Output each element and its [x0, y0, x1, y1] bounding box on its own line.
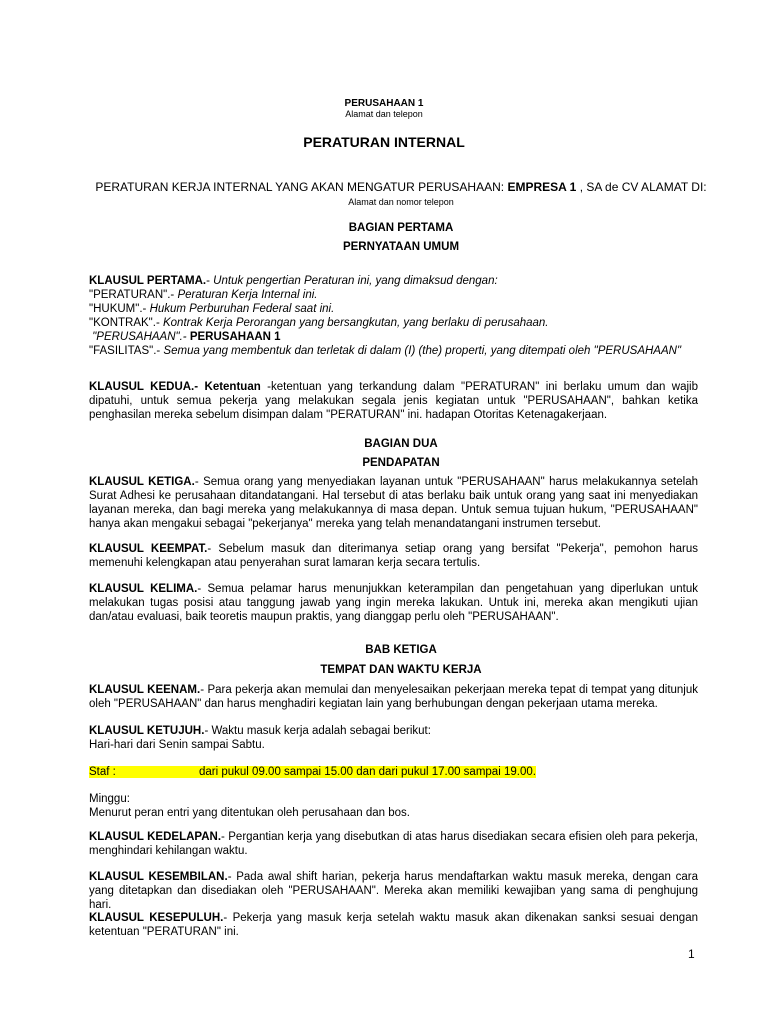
definition-item: "FASILITAS".- Semua yang membentuk dan terletak di dalam (I) (the) properti, yang ditempati oleh "PERUSAHAAN" — [89, 345, 682, 357]
document-title: PERATURAN INTERNAL — [303, 134, 465, 150]
clause-2 — [89, 380, 698, 422]
clause-4 — [89, 542, 698, 570]
clause-label: KLAUSUL KETUJUH. — [89, 725, 205, 737]
definition-item: "KONTRAK".- Kontrak Kerja Perorangan yang bersangkutan, yang berlaku di perusahaan. — [89, 317, 549, 329]
definition-item: "PERUSAHAAN".- PERUSAHAAN 1 — [92, 331, 281, 343]
clause-text: - Pergantian kerja yang disebutkan di atas harus disediakan secara efisien oleh para pekerja, menghindari kehilangan waktu. — [89, 831, 698, 857]
definition-item: "HUKUM".- Hukum Perburuhan Federal saat ini. — [89, 303, 335, 315]
staff-label: Staf : — [89, 766, 116, 778]
clause-8 — [89, 830, 698, 858]
section-heading-2: BAGIAN DUA — [364, 438, 438, 450]
clause-text: - Waktu masuk kerja adalah sebagai berikut: — [204, 725, 431, 737]
clause-text: - Pekerja yang masuk kerja setelah waktu masuk akan dikenakan sanksi sesuai dengan ketentuan "PERATURAN" ini. — [89, 912, 698, 938]
staff-hours-highlight — [89, 766, 536, 778]
clause-label: KLAUSUL KEDUA.- Ketentuan — [89, 381, 261, 393]
clause-1: KLAUSUL PERTAMA.- Untuk pengertian Peraturan ini, yang dimaksud dengan: "PERATURAN".- Peraturan Kerja Internal ini. "HUKUM".- Hukum Perburuhan Federal saat ini. "KONTRAK".- Kontrak Kerja Perorangan yang bersangkutan, yang berlaku di perusahaan. "PERUSAHAAN".- PERUSAHAAN 1 "FASILITAS".- Semua yang membentuk dan terletak di dalam (I) (the) properti, yang ditempati oleh "PERUSAHAAN" — [89, 274, 698, 358]
clause-label: KLAUSUL KEENAM. — [89, 684, 201, 696]
clause-label: KLAUSUL KESEMBILAN. — [89, 871, 228, 883]
section-heading-1: BAGIAN PERTAMA — [348, 222, 454, 234]
clause-label: KLAUSUL KESEPULUH. — [89, 912, 224, 924]
section-subheading-3: TEMPAT DAN WAKTU KERJA — [320, 664, 482, 676]
clause-label: KLAUSUL PERTAMA. — [89, 275, 207, 287]
staff-hours: dari pukul 09.00 sampai 15.00 dan dari pukul 17.00 sampai 19.00. — [199, 766, 536, 778]
clause-3 — [89, 475, 698, 531]
clause-text: -ketentuan yang terkandung dalam "PERATURAN" ini berlaku umum dan wajib dipatuhi, untuk semua pekerja yang melakukan segala jenis kegiatan untuk "PERUSAHAAN", bahkan ketika penghasilan mereka sebelum disimpan dalam "PERATURAN" ini. hadapan Otoritas Ketenagakerjaan. — [89, 381, 698, 421]
page-number: 1 — [688, 947, 695, 961]
sunday-label: Minggu: — [89, 793, 130, 805]
intro-text-after: , SA de CV ALAMAT DI: — [579, 180, 707, 194]
section-heading-3: BAB KETIGA — [365, 644, 437, 656]
clause-5 — [89, 582, 698, 624]
clause-text: - Pada awal shift harian, pekerja harus mendaftarkan waktu masuk mereka, dengan cara yang ditetapkan dan disediakan oleh "PERUSAHAAN". Mereka akan memiliki kewajiban yang sama di penghujung hari. — [89, 871, 698, 911]
clause-text: Untuk pengertian Peraturan ini, yang dimaksud dengan: — [213, 275, 498, 287]
clause-label: KLAUSUL KEDELAPAN. — [89, 831, 222, 843]
clause-6 — [89, 683, 698, 711]
sunday-text: Menurut peran entri yang ditentukan oleh perusahaan dan bos. — [89, 807, 410, 819]
clause-label: KLAUSUL KETIGA. — [89, 476, 195, 488]
intro-company: EMPRESA 1 — [507, 180, 577, 194]
intro-address: Alamat dan nomor telepon — [348, 197, 454, 207]
section-subheading-2: PENDAPATAN — [362, 457, 440, 469]
clause-text: - Para pekerja akan memulai dan menyelesaikan pekerjaan mereka tepat di tempat yang ditunjuk oleh "PERUSAHAAN" dan harus menghadiri kegiatan lain yang berhubungan dengan pekerjaan utama mereka. — [89, 684, 699, 710]
clause-label: KLAUSUL KEEMPAT. — [89, 543, 208, 555]
clause-7 — [89, 724, 698, 820]
clause-text: - Semua pelamar harus menunjukkan keterampilan dan pengetahuan yang diperlukan untuk melakukan tugas posisi atau tanggung jawab yang ingin mereka lakukan. Untuk ini, mereka akan mengikuti ujian dan/atau evaluasi, baik teoretis maupun praktis, yang dianggap perlu oleh "PERUSAHAAN". — [89, 583, 698, 623]
definition-item: "PERATURAN".- Peraturan Kerja Internal ini. — [89, 289, 318, 301]
intro-text: PERATURAN KERJA INTERNAL YANG AKAN MENGATUR PERUSAHAAN: — [95, 180, 505, 194]
clause-text: - Sebelum masuk dan diterimanya setiap orang yang bersifat "Pekerja", pemohon harus memenuhi kelengkapan atau penyerahan surat lamaran kerja secara tertulis. — [89, 543, 699, 569]
section-subheading-1: PERNYATAAN UMUM — [342, 241, 460, 253]
clause-10 — [89, 911, 698, 939]
clause-label: KLAUSUL KELIMA. — [89, 583, 198, 595]
clause-9 — [89, 870, 698, 912]
workdays-line: Hari-hari dari Senin sampai Sabtu. — [89, 739, 265, 751]
company-name: PERUSAHAAN 1 — [344, 98, 424, 109]
company-address: Alamat dan telepon — [345, 109, 423, 119]
intro-paragraph — [90, 180, 712, 209]
clause-text: - Semua orang yang menyediakan layanan untuk "PERUSAHAAN" harus melakukannya setelah Surat Adhesi ke perusahaan ditandatangani. Hal tersebut di atas berlaku baik untuk orang yang saat ini menyediakan layanan mereka, dan bagi mereka yang melakukannya di masa depan. Untuk semua tujuan hukum, "PERUSAHAAN" hanya akan mengakui sebagai "pekerjanya" mereka yang telah menandatangani instrumen tersebut. — [89, 476, 698, 530]
